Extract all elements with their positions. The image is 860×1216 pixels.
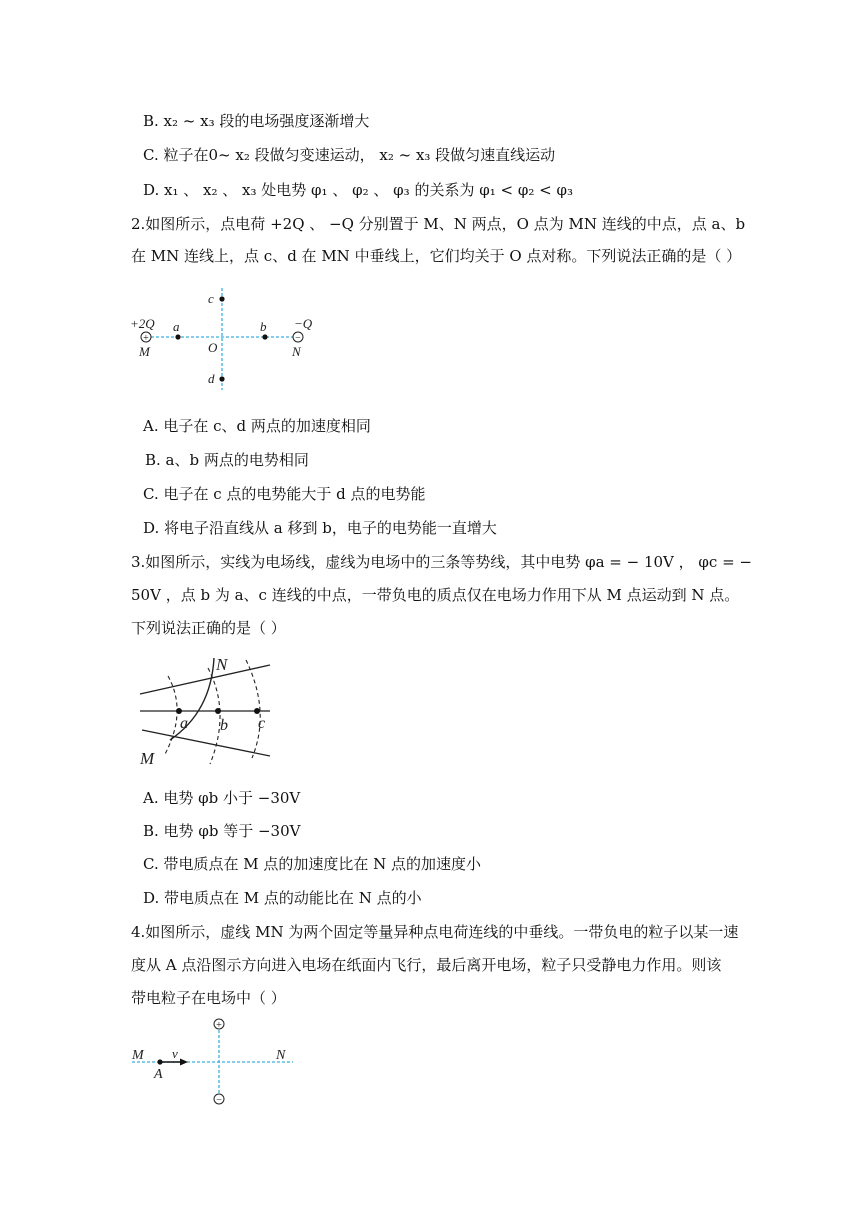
label-o: O	[208, 340, 218, 355]
q2-option-d: D. 将电子沿直线从 a 移到 b，电子的电势能一直增大	[143, 519, 497, 537]
q3-option-d: D. 带电质点在 M 点的动能比在 N 点的小	[143, 889, 422, 907]
label-n: N	[292, 344, 301, 359]
label-a: a	[180, 715, 188, 732]
field-line-bottom	[142, 730, 270, 756]
label-c: c	[258, 715, 266, 732]
point-c	[254, 708, 260, 714]
q3-option-c: C. 带电质点在 M 点的加速度比在 N 点的加速度小	[143, 855, 482, 873]
point-a	[175, 334, 180, 339]
q2-stem-line2: 在 MN 连线上，点 c、d 在 MN 中垂线上，它们均关于 O 点对称。下列说法正确的是（ ）	[131, 247, 742, 265]
label-b: b	[260, 319, 267, 334]
point-a	[176, 708, 182, 714]
plus-sign: +	[143, 333, 149, 344]
q1-option-c: C. 粒子在0~ x₂ 段做匀变速运动， x₂ ~ x₃ 段做匀速直线运动	[143, 146, 556, 164]
point-b	[215, 708, 221, 714]
q2-option-c: C. 电子在 c 点的电势能大于 d 点的电势能	[143, 485, 426, 503]
q3-stem-line2: 50V ，点 b 为 a、c 连线的中点，一带负电的质点仅在电场力作用下从 M 点运动到 N 点。	[131, 586, 740, 604]
q3-stem-line1: 3.如图所示，实线为电场线，虚线为电场中的三条等势线，其中电势 φa = − 10V ， φc = −	[131, 553, 753, 571]
label-v: v	[172, 1046, 178, 1061]
q3-stem-line3: 下列说法正确的是（ ）	[131, 619, 286, 637]
label-m: M	[132, 1048, 144, 1063]
label-d: d	[208, 371, 215, 386]
q2-figure	[128, 286, 328, 396]
q3-option-b: B. 电势 φb 等于 −30V	[143, 822, 301, 840]
label-c: c	[208, 291, 214, 306]
label-minus-q: −Q	[294, 316, 313, 331]
label-n: N	[276, 1048, 286, 1063]
label-m: M	[139, 344, 150, 359]
point-c	[219, 296, 224, 301]
label-n: N	[216, 655, 228, 674]
q4-figure	[128, 1014, 298, 1110]
plus-sign: +	[216, 1020, 222, 1031]
label-a-point: A	[154, 1067, 163, 1082]
label-plus-2q: +2Q	[130, 316, 155, 331]
minus-sign: −	[216, 1095, 222, 1106]
q4-stem-line2: 度从 A 点沿图示方向进入电场在纸面内飞行，最后离开电场，粒子只受静电力作用。则该	[131, 956, 722, 974]
label-b: b	[220, 717, 228, 734]
velocity-arrow-head	[180, 1059, 188, 1066]
point-a	[157, 1059, 162, 1064]
q1-option-b: B. x₂ ~ x₃ 段的电场强度逐渐增大	[143, 112, 370, 130]
q2-stem-line1: 2.如图所示，点电荷 +2Q 、 −Q 分别置于 M、N 两点，O 点为 MN 连线的中点，点 a、b	[131, 215, 746, 233]
q3-option-a: A. 电势 φb 小于 −30V	[143, 789, 301, 807]
q3-figure	[136, 652, 286, 770]
q4-stem-line1: 4.如图所示，虚线 MN 为两个固定等量异种点电荷连线的中垂线。一带负电的粒子以某一速	[131, 923, 739, 941]
label-a: a	[173, 319, 180, 334]
label-m: M	[140, 749, 155, 768]
q2-option-a: A. 电子在 c、d 两点的加速度相同	[143, 417, 371, 435]
q2-option-b: B. a、b 两点的电势相同	[145, 451, 309, 469]
point-d	[219, 376, 224, 381]
q1-option-d: D. x₁ 、 x₂ 、 x₃ 处电势 φ₁ 、 φ₂ 、 φ₃ 的关系为 φ₁ < φ₂ < φ₃	[143, 181, 573, 199]
minus-sign: −	[295, 333, 301, 344]
q4-stem-line3: 带电粒子在电场中（ ）	[131, 989, 286, 1007]
point-b	[262, 334, 267, 339]
